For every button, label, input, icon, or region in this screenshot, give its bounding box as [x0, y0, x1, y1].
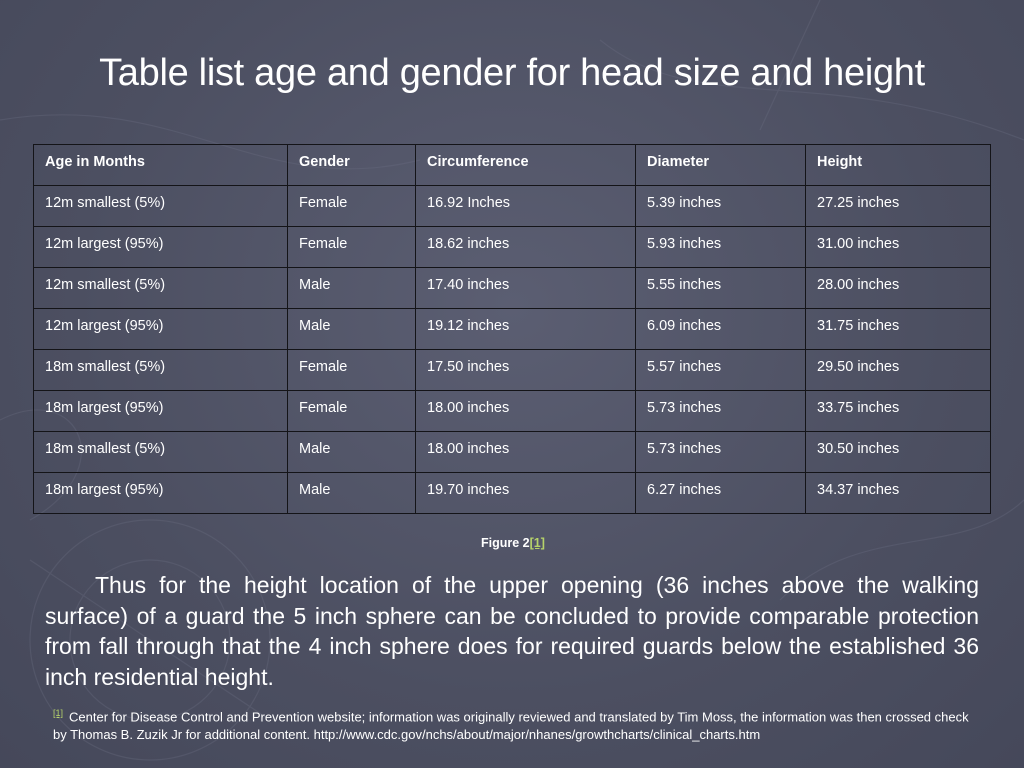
cell-age: 12m largest (95%) [34, 227, 288, 268]
cell-age: 18m smallest (5%) [34, 432, 288, 473]
cell-diameter: 5.39 inches [636, 186, 806, 227]
table-row [34, 350, 991, 391]
cell-circumference: 19.70 inches [416, 473, 636, 514]
table-row [34, 186, 991, 227]
head-size-table [33, 144, 991, 514]
figure-label: Figure 2 [481, 536, 530, 550]
table-row [34, 268, 991, 309]
cell-gender: Male [288, 309, 416, 350]
cell-diameter: 5.73 inches [636, 432, 806, 473]
cell-height: 31.75 inches [806, 309, 991, 350]
cell-age: 18m largest (95%) [34, 473, 288, 514]
footnote-mark-link[interactable]: [1] [53, 708, 64, 718]
footnote-text: Center for Disease Control and Prevention website; information was originally reviewed and translated by Tim Moss, the information was then crossed check by Thomas B. Zuzik Jr for additional content. http://www.cdc.gov/nchs/about/major/nhanes/growthcharts/clinical_charts.htm [53, 709, 969, 743]
cell-circumference: 18.00 inches [416, 391, 636, 432]
body-paragraph: Thus for the height location of the upper opening (36 inches above the walking surface) of a guard the 5 inch sphere can be concluded to provide comparable protection from fall through that the 4 inch sphere does for required guards below the established 36 inch residential height. [45, 572, 979, 690]
cell-age: 12m smallest (5%) [34, 186, 288, 227]
header-age: Age in Months [34, 145, 288, 186]
cell-height: 33.75 inches [806, 391, 991, 432]
cell-age: 18m largest (95%) [34, 391, 288, 432]
footnote [53, 704, 983, 744]
table-header-row [34, 145, 991, 186]
table-row [34, 391, 991, 432]
cell-circumference: 16.92 Inches [416, 186, 636, 227]
cell-diameter: 6.09 inches [636, 309, 806, 350]
header-diameter: Diameter [636, 145, 806, 186]
cell-age: 12m largest (95%) [34, 309, 288, 350]
cell-diameter: 5.55 inches [636, 268, 806, 309]
cell-height: 29.50 inches [806, 350, 991, 391]
cell-gender: Female [288, 391, 416, 432]
cell-height: 31.00 inches [806, 227, 991, 268]
cell-circumference: 17.50 inches [416, 350, 636, 391]
header-gender: Gender [288, 145, 416, 186]
cell-gender: Female [288, 350, 416, 391]
cell-age: 18m smallest (5%) [34, 350, 288, 391]
cell-gender: Female [288, 227, 416, 268]
cell-gender: Male [288, 432, 416, 473]
cell-height: 30.50 inches [806, 432, 991, 473]
table-row [34, 309, 991, 350]
cell-height: 28.00 inches [806, 268, 991, 309]
cell-circumference: 18.62 inches [416, 227, 636, 268]
figure-caption [481, 536, 545, 550]
header-height: Height [806, 145, 991, 186]
cell-gender: Male [288, 268, 416, 309]
cell-height: 27.25 inches [806, 186, 991, 227]
cell-diameter: 6.27 inches [636, 473, 806, 514]
cell-circumference: 18.00 inches [416, 432, 636, 473]
table-row [34, 432, 991, 473]
table-row [34, 473, 991, 514]
cell-diameter: 5.73 inches [636, 391, 806, 432]
cell-diameter: 5.57 inches [636, 350, 806, 391]
figure-footnote-link[interactable]: [1] [529, 536, 545, 550]
cell-circumference: 17.40 inches [416, 268, 636, 309]
table-row [34, 227, 991, 268]
cell-height: 34.37 inches [806, 473, 991, 514]
header-circumference: Circumference [416, 145, 636, 186]
cell-gender: Female [288, 186, 416, 227]
slide-title: Table list age and gender for head size and height [99, 52, 925, 94]
cell-circumference: 19.12 inches [416, 309, 636, 350]
cell-diameter: 5.93 inches [636, 227, 806, 268]
cell-age: 12m smallest (5%) [34, 268, 288, 309]
cell-gender: Male [288, 473, 416, 514]
